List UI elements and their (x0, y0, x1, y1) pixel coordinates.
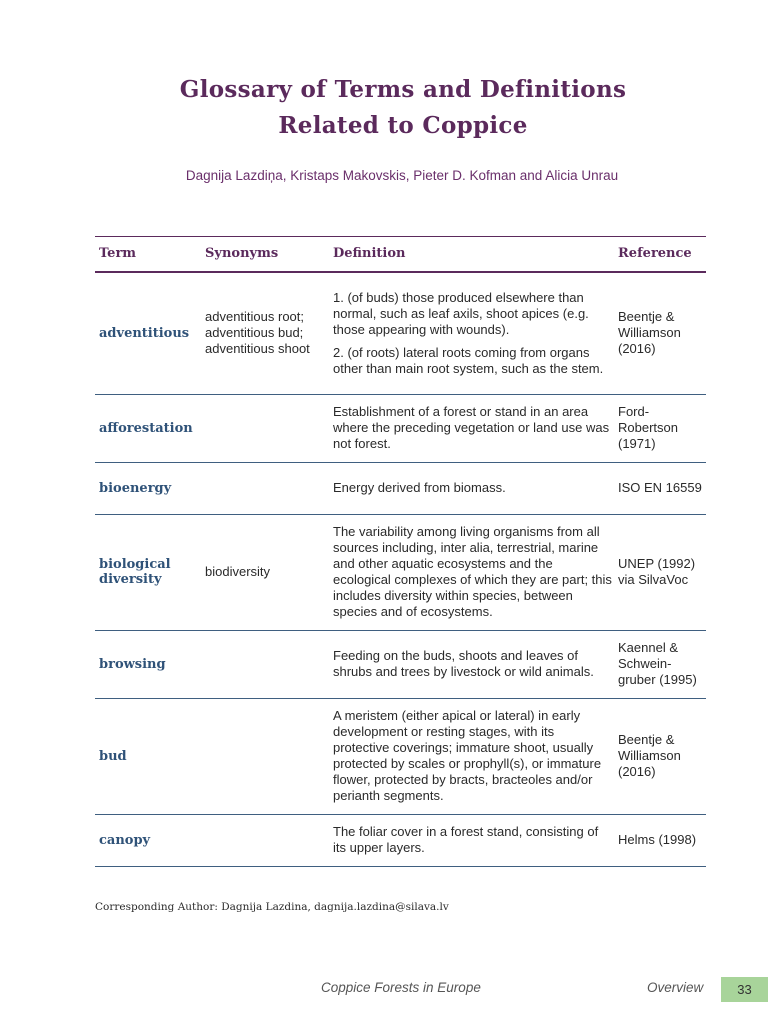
table-row (95, 630, 706, 698)
synonyms-cell (201, 630, 329, 698)
term-cell: bud (95, 698, 201, 814)
corresponding-author: Corresponding Author: Dagnija Lazdina, dagnija.lazdina@silava.lv (95, 901, 449, 913)
title-line-1: Glossary of Terms and Definitions (179, 76, 627, 103)
header-synonyms: Synonyms (201, 237, 329, 273)
definition-part-1: 1. (of buds) those produced elsewhere than normal, such as leaf axils, shoot apices (e.g. those appearing with wounds). (333, 289, 589, 337)
synonyms-cell (201, 394, 329, 462)
synonyms-cell: biodiversity (201, 514, 329, 630)
author-list: Dagnija Lazdiņa, Kristaps Makovskis, Pieter D. Kofman and Alicia Unrau (185, 168, 619, 183)
reference-cell: Beentje & Williamson (2016) (614, 698, 706, 814)
glossary-table (95, 236, 706, 867)
term-cell: browsing (95, 630, 201, 698)
header-reference: Reference (614, 237, 706, 273)
table-row (95, 462, 706, 514)
definition-cell: The variability among living organisms from all sources including, inter alia, terrestrial, marine and other aquatic ecosystems and the ecological complexes of which they are part; this includes diversity within species, between species and of ecosystems. (329, 514, 614, 630)
definition-cell: Energy derived from biomass. (329, 462, 614, 514)
term-cell: bioenergy (95, 462, 201, 514)
table-row (95, 394, 706, 462)
definition-cell (329, 272, 614, 394)
reference-cell: Kaennel & Schwein-gruber (1995) (614, 630, 706, 698)
reference-cell: Helms (1998) (614, 814, 706, 866)
header-term: Term (95, 237, 201, 273)
definition-cell: Feeding on the buds, shoots and leaves of shrubs and trees by livestock or wild animals. (329, 630, 614, 698)
synonyms-cell (201, 462, 329, 514)
synonyms-cell: adventitious root; adventitious bud; adventitious shoot (201, 272, 329, 394)
reference-cell: Ford-Robertson (1971) (614, 394, 706, 462)
reference-cell: Beentje & Williamson (2016) (614, 272, 706, 394)
synonyms-cell (201, 698, 329, 814)
table-row (95, 814, 706, 866)
reference-cell: ISO EN 16559 (614, 462, 706, 514)
synonyms-cell (201, 814, 329, 866)
footer-book-title: Coppice Forests in Europe (321, 980, 481, 995)
title-line-2: Related to Coppice (278, 112, 528, 139)
page-number-badge: 33 (721, 977, 768, 1002)
definition-part-2: 2. (of roots) lateral roots coming from organs other than main root system, such as the stem. (333, 344, 604, 376)
table-row (95, 272, 706, 394)
footer-section-name: Overview (647, 980, 704, 995)
table-row (95, 698, 706, 814)
document-title (0, 72, 768, 144)
term-cell: canopy (95, 814, 201, 866)
term-cell: adventitious (95, 272, 201, 394)
reference-cell: UNEP (1992) via SilvaVoc (614, 514, 706, 630)
header-definition: Definition (329, 237, 614, 273)
term-cell: biological diversity (95, 514, 201, 630)
term-cell: afforestation (95, 394, 201, 462)
definition-cell: A meristem (either apical or lateral) in early development or resting stages, with its protective coverings; immature shoot, usually protected by scales or prophyll(s), or immature flower, protected by bracts, bracteoles and/or perianth segments. (329, 698, 614, 814)
table-row (95, 514, 706, 630)
definition-cell: The foliar cover in a forest stand, consisting of its upper layers. (329, 814, 614, 866)
table-header-row (95, 237, 706, 273)
definition-cell: Establishment of a forest or stand in an area where the preceding vegetation or land use was not forest. (329, 394, 614, 462)
